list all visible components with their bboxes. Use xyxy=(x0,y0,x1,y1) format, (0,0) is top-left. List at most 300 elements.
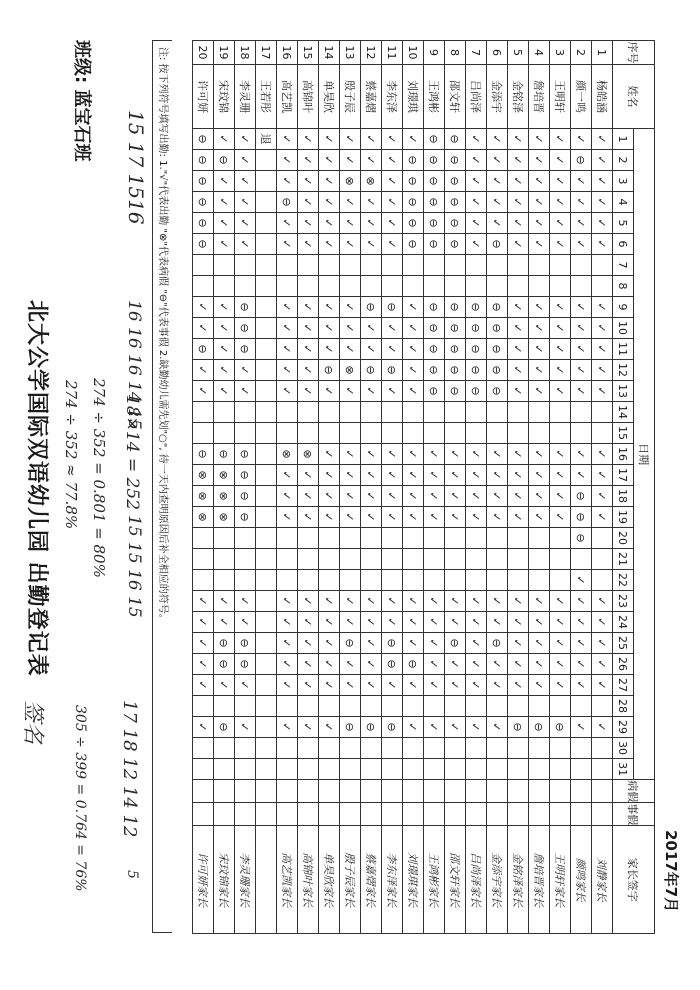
sick-leave-count xyxy=(466,780,487,803)
attendance-mark: ✓ xyxy=(508,675,529,696)
attendance-mark: ✓ xyxy=(361,654,382,675)
attendance-mark: ✓ xyxy=(466,591,487,612)
attendance-mark: ✓ xyxy=(487,192,508,213)
attendance-mark xyxy=(235,549,256,570)
attendance-mark xyxy=(508,276,529,297)
table-row xyxy=(382,41,403,934)
attendance-mark xyxy=(256,675,277,696)
attendance-mark xyxy=(340,570,361,591)
student-name: 王鸿彬 xyxy=(424,65,445,129)
parent-signature: 单昊欣家长 xyxy=(319,826,340,934)
table-row xyxy=(550,41,571,934)
date-header: 日期 xyxy=(634,129,655,780)
student-name: 金铭泽 xyxy=(508,65,529,129)
attendance-mark: ⊖ xyxy=(382,297,403,318)
attendance-mark: ✓ xyxy=(340,444,361,465)
attendance-mark: ✓ xyxy=(319,192,340,213)
attendance-mark: ✓ xyxy=(277,717,298,738)
parent-signature: 王鸿彬家长 xyxy=(424,826,445,934)
attendance-mark: ✓ xyxy=(403,633,424,654)
attendance-mark xyxy=(298,423,319,444)
attendance-mark: ✓ xyxy=(550,675,571,696)
attendance-mark: ✓ xyxy=(277,465,298,486)
attendance-mark: ⊖ xyxy=(193,339,214,360)
attendance-mark xyxy=(256,528,277,549)
attendance-mark: ⊖ xyxy=(445,150,466,171)
day-header: 27 xyxy=(613,675,634,696)
attendance-mark: ✓ xyxy=(235,381,256,402)
attendance-mark: ✓ xyxy=(361,507,382,528)
table-row xyxy=(361,41,382,934)
handwritten-tally-e: 17 18 12 14 12 xyxy=(119,700,140,838)
attendance-mark: ✓ xyxy=(445,675,466,696)
student-name: 李东泽 xyxy=(382,65,403,129)
table-row xyxy=(529,41,550,934)
attendance-mark: ✓ xyxy=(277,654,298,675)
attendance-mark: ✓ xyxy=(214,339,235,360)
attendance-mark xyxy=(550,255,571,276)
attendance-mark xyxy=(256,465,277,486)
attendance-mark xyxy=(214,255,235,276)
attendance-mark xyxy=(508,423,529,444)
sick-leave-count xyxy=(487,780,508,803)
attendance-mark: ✓ xyxy=(193,318,214,339)
attendance-mark: ✓ xyxy=(571,129,592,150)
attendance-mark: ⊖ xyxy=(361,717,382,738)
day-header: 1 xyxy=(613,129,634,150)
attendance-mark: ✓ xyxy=(340,507,361,528)
attendance-mark xyxy=(508,570,529,591)
attendance-mark: ✓ xyxy=(382,318,403,339)
attendance-mark: ✓ xyxy=(340,213,361,234)
parent-signature: 许可妍家长 xyxy=(193,826,214,934)
attendance-mark xyxy=(256,360,277,381)
attendance-mark xyxy=(571,423,592,444)
attendance-mark xyxy=(382,570,403,591)
attendance-mark xyxy=(277,738,298,759)
attendance-mark: ✓ xyxy=(550,486,571,507)
attendance-mark: ✓ xyxy=(529,360,550,381)
student-index: 3 xyxy=(550,41,571,65)
table-row xyxy=(298,41,319,934)
attendance-mark: ✓ xyxy=(592,213,613,234)
day-header: 7 xyxy=(613,255,634,276)
attendance-mark: ✓ xyxy=(340,612,361,633)
table-row xyxy=(445,41,466,934)
attendance-mark: ✓ xyxy=(193,381,214,402)
attendance-mark xyxy=(424,696,445,717)
student-index: 11 xyxy=(382,41,403,65)
attendance-mark xyxy=(340,549,361,570)
attendance-mark: ⊗ xyxy=(193,486,214,507)
attendance-mark xyxy=(277,759,298,780)
attendance-mark: ✓ xyxy=(550,297,571,318)
attendance-mark xyxy=(193,696,214,717)
attendance-mark: ✓ xyxy=(571,675,592,696)
attendance-mark xyxy=(529,276,550,297)
attendance-mark: ✓ xyxy=(487,444,508,465)
attendance-mark: ✓ xyxy=(487,675,508,696)
attendance-mark: ⊖ xyxy=(445,213,466,234)
attendance-mark: ⊖ xyxy=(424,150,445,171)
attendance-mark: ✓ xyxy=(529,675,550,696)
attendance-mark: ✓ xyxy=(403,717,424,738)
personal-leave-count xyxy=(445,803,466,826)
attendance-mark: ✓ xyxy=(571,192,592,213)
attendance-mark xyxy=(487,549,508,570)
attendance-mark xyxy=(466,759,487,780)
attendance-mark: ✓ xyxy=(592,633,613,654)
attendance-mark xyxy=(193,570,214,591)
attendance-mark: ✓ xyxy=(361,213,382,234)
name-header: 姓名 xyxy=(613,65,655,129)
attendance-mark: ⊖ xyxy=(403,654,424,675)
attendance-mark xyxy=(508,738,529,759)
sick-leave-count xyxy=(298,780,319,803)
attendance-mark: ✓ xyxy=(277,150,298,171)
day-header: 6 xyxy=(613,234,634,255)
attendance-mark: ✓ xyxy=(466,150,487,171)
attendance-mark xyxy=(550,402,571,423)
sick-leave-count xyxy=(214,780,235,803)
attendance-mark xyxy=(445,528,466,549)
attendance-mark: ✓ xyxy=(592,297,613,318)
attendance-mark: ⊖ xyxy=(466,339,487,360)
attendance-mark xyxy=(319,570,340,591)
attendance-mark xyxy=(403,696,424,717)
parent-signature: 吕尚泽家长 xyxy=(466,826,487,934)
attendance-mark xyxy=(361,570,382,591)
attendance-mark xyxy=(550,570,571,591)
attendance-mark: ⊖ xyxy=(193,234,214,255)
attendance-mark: ✓ xyxy=(571,465,592,486)
attendance-mark: ✓ xyxy=(445,444,466,465)
attendance-mark: ✓ xyxy=(193,675,214,696)
attendance-mark: ⊖ xyxy=(445,192,466,213)
attendance-mark: ✓ xyxy=(466,675,487,696)
attendance-mark: ✓ xyxy=(340,234,361,255)
attendance-mark xyxy=(277,528,298,549)
attendance-mark xyxy=(592,738,613,759)
attendance-mark xyxy=(550,696,571,717)
table-row xyxy=(340,41,361,934)
attendance-mark: ✓ xyxy=(277,507,298,528)
attendance-mark: ⊖ xyxy=(193,192,214,213)
attendance-mark xyxy=(382,549,403,570)
attendance-mark xyxy=(382,255,403,276)
attendance-mark xyxy=(529,696,550,717)
attendance-mark xyxy=(298,549,319,570)
attendance-mark: ✓ xyxy=(592,318,613,339)
attendance-mark: ✓ xyxy=(277,486,298,507)
personal-leave-count xyxy=(193,803,214,826)
attendance-mark: ✓ xyxy=(340,381,361,402)
attendance-mark xyxy=(214,759,235,780)
attendance-mark: ✓ xyxy=(466,717,487,738)
attendance-mark xyxy=(529,528,550,549)
attendance-mark: ✓ xyxy=(403,360,424,381)
day-header: 16 xyxy=(613,444,634,465)
attendance-mark xyxy=(424,549,445,570)
attendance-mark: ✓ xyxy=(298,507,319,528)
attendance-mark xyxy=(466,549,487,570)
attendance-mark: ⊗ xyxy=(298,444,319,465)
attendance-mark: ✓ xyxy=(592,654,613,675)
attendance-mark: ✓ xyxy=(403,486,424,507)
attendance-mark: ✓ xyxy=(298,633,319,654)
attendance-mark: ✓ xyxy=(277,318,298,339)
attendance-mark xyxy=(256,213,277,234)
attendance-mark: ⊖ xyxy=(487,381,508,402)
attendance-mark: ⊖ xyxy=(403,150,424,171)
attendance-mark: ✓ xyxy=(550,339,571,360)
day-header: 5 xyxy=(613,213,634,234)
attendance-mark: ✓ xyxy=(298,318,319,339)
attendance-mark: ⊖ xyxy=(193,150,214,171)
sick-leave-count xyxy=(193,780,214,803)
attendance-mark xyxy=(298,759,319,780)
attendance-mark: ✓ xyxy=(529,465,550,486)
attendance-mark: ⊖ xyxy=(445,633,466,654)
attendance-mark xyxy=(256,696,277,717)
attendance-mark: ✓ xyxy=(508,381,529,402)
attendance-mark xyxy=(487,570,508,591)
attendance-mark: ✓ xyxy=(487,150,508,171)
attendance-mark: ✓ xyxy=(340,591,361,612)
table-row xyxy=(403,41,424,934)
attendance-mark: ✓ xyxy=(340,339,361,360)
personal-leave-count xyxy=(319,803,340,826)
attendance-mark xyxy=(256,150,277,171)
attendance-mark: ✓ xyxy=(445,507,466,528)
attendance-mark xyxy=(508,528,529,549)
attendance-mark: ✓ xyxy=(361,339,382,360)
attendance-mark: ✓ xyxy=(592,444,613,465)
attendance-mark: ✓ xyxy=(592,591,613,612)
attendance-mark xyxy=(424,570,445,591)
attendance-mark: ✓ xyxy=(382,507,403,528)
attendance-mark xyxy=(403,423,424,444)
attendance-mark: ⊖ xyxy=(445,381,466,402)
attendance-mark xyxy=(592,570,613,591)
attendance-mark xyxy=(256,234,277,255)
attendance-mark: ⊖ xyxy=(235,465,256,486)
attendance-mark: ✓ xyxy=(403,339,424,360)
attendance-mark: ⊖ xyxy=(214,717,235,738)
attendance-mark: ✓ xyxy=(445,486,466,507)
attendance-mark xyxy=(592,402,613,423)
attendance-mark: ✓ xyxy=(529,297,550,318)
attendance-mark: ⊖ xyxy=(361,297,382,318)
attendance-mark xyxy=(466,423,487,444)
attendance-mark: ✓ xyxy=(298,129,319,150)
attendance-mark: ✓ xyxy=(235,234,256,255)
attendance-mark xyxy=(214,549,235,570)
attendance-mark: ✓ xyxy=(466,465,487,486)
attendance-mark: ✓ xyxy=(550,465,571,486)
attendance-mark: ⊖ xyxy=(424,129,445,150)
attendance-mark: ✓ xyxy=(235,612,256,633)
signature-header: 家长签字 xyxy=(613,826,655,934)
attendance-mark: ✓ xyxy=(382,129,403,150)
page-title: 北大公学国际双语幼儿园 出勤登记表 xyxy=(24,300,49,677)
attendance-mark: ⊖ xyxy=(403,192,424,213)
attendance-mark xyxy=(571,255,592,276)
attendance-mark: ✓ xyxy=(508,507,529,528)
attendance-mark xyxy=(340,423,361,444)
attendance-mark xyxy=(424,738,445,759)
attendance-mark: ✓ xyxy=(550,444,571,465)
parent-signature: 王明轩家长 xyxy=(550,826,571,934)
attendance-mark: ⊖ xyxy=(235,633,256,654)
attendance-mark xyxy=(466,528,487,549)
attendance-mark: ✓ xyxy=(340,465,361,486)
attendance-mark xyxy=(319,696,340,717)
attendance-mark xyxy=(361,528,382,549)
day-header: 30 xyxy=(613,738,634,759)
attendance-mark xyxy=(361,402,382,423)
attendance-mark xyxy=(487,276,508,297)
attendance-mark: ⊗ xyxy=(214,507,235,528)
attendance-mark: ⊖ xyxy=(424,297,445,318)
attendance-mark xyxy=(319,738,340,759)
day-header: 29 xyxy=(613,717,634,738)
attendance-mark xyxy=(298,570,319,591)
attendance-mark: ✓ xyxy=(445,717,466,738)
parent-signature: 高锦叶家长 xyxy=(298,826,319,934)
attendance-mark xyxy=(529,549,550,570)
attendance-mark: ⊖ xyxy=(445,171,466,192)
table-row xyxy=(571,41,592,934)
attendance-mark: ✓ xyxy=(487,717,508,738)
attendance-mark: ✓ xyxy=(319,486,340,507)
attendance-mark xyxy=(340,759,361,780)
attendance-mark: ✓ xyxy=(571,591,592,612)
attendance-mark xyxy=(361,423,382,444)
table-row xyxy=(592,41,613,934)
attendance-mark: ✓ xyxy=(466,171,487,192)
attendance-mark: ✓ xyxy=(487,213,508,234)
attendance-mark xyxy=(403,759,424,780)
handwritten-calculation-3: 305 ÷ 399 = 0.764 = 76% xyxy=(72,705,88,892)
attendance-mark: ✓ xyxy=(277,234,298,255)
attendance-mark: ✓ xyxy=(508,486,529,507)
attendance-mark: ✓ xyxy=(508,339,529,360)
attendance-mark: ⊖ xyxy=(340,633,361,654)
attendance-mark: ⊖ xyxy=(487,360,508,381)
attendance-mark xyxy=(445,255,466,276)
attendance-mark: ⊖ xyxy=(424,192,445,213)
attendance-mark: ✓ xyxy=(298,465,319,486)
personal-leave-count xyxy=(256,803,277,826)
attendance-mark: ✓ xyxy=(403,297,424,318)
attendance-mark: ✓ xyxy=(298,360,319,381)
student-name: 詹培晋 xyxy=(529,65,550,129)
attendance-mark: ✓ xyxy=(382,612,403,633)
day-header: 14 xyxy=(613,402,634,423)
sick-leave-count xyxy=(403,780,424,803)
attendance-mark: ✓ xyxy=(424,717,445,738)
attendance-mark: ✓ xyxy=(340,654,361,675)
student-index: 16 xyxy=(277,41,298,65)
attendance-mark xyxy=(382,738,403,759)
attendance-mark: ✓ xyxy=(298,192,319,213)
personal-leave-header: 事假 xyxy=(613,803,655,826)
attendance-mark: ✓ xyxy=(403,129,424,150)
attendance-mark: ✓ xyxy=(403,612,424,633)
attendance-mark xyxy=(403,738,424,759)
attendance-mark xyxy=(235,402,256,423)
attendance-mark: ✓ xyxy=(403,381,424,402)
attendance-mark: ⊖ xyxy=(277,192,298,213)
attendance-mark: ✓ xyxy=(403,318,424,339)
table-row xyxy=(508,41,529,934)
attendance-mark: ✓ xyxy=(571,381,592,402)
personal-leave-count xyxy=(403,803,424,826)
attendance-mark xyxy=(298,528,319,549)
attendance-mark: ✓ xyxy=(424,507,445,528)
attendance-mark xyxy=(256,570,277,591)
attendance-mark xyxy=(445,759,466,780)
attendance-mark: ✓ xyxy=(382,150,403,171)
attendance-mark: ⊖ xyxy=(424,234,445,255)
day-header: 3 xyxy=(613,171,634,192)
attendance-mark: ✓ xyxy=(340,129,361,150)
attendance-mark xyxy=(571,759,592,780)
parent-signature: 金铭泽家长 xyxy=(508,826,529,934)
attendance-mark: ⊖ xyxy=(445,297,466,318)
parent-signature: 颜鸣家长 xyxy=(571,826,592,934)
parent-signature: 金添宇家长 xyxy=(487,826,508,934)
attendance-mark: ✓ xyxy=(298,381,319,402)
attendance-mark xyxy=(592,528,613,549)
attendance-mark xyxy=(382,528,403,549)
attendance-mark: ✓ xyxy=(382,675,403,696)
day-header: 2 xyxy=(613,150,634,171)
attendance-mark: ✓ xyxy=(571,318,592,339)
attendance-mark xyxy=(235,528,256,549)
attendance-mark: ⊖ xyxy=(193,129,214,150)
attendance-mark xyxy=(319,549,340,570)
attendance-mark: ✓ xyxy=(487,507,508,528)
sick-leave-count xyxy=(319,780,340,803)
attendance-mark: ✓ xyxy=(571,213,592,234)
attendance-mark xyxy=(487,255,508,276)
attendance-mark: ✓ xyxy=(382,486,403,507)
attendance-mark xyxy=(592,423,613,444)
attendance-mark xyxy=(235,276,256,297)
attendance-mark xyxy=(256,549,277,570)
attendance-mark xyxy=(529,759,550,780)
attendance-mark xyxy=(193,255,214,276)
attendance-mark xyxy=(424,528,445,549)
attendance-mark: ✓ xyxy=(319,129,340,150)
personal-leave-count xyxy=(592,803,613,826)
attendance-mark: ✓ xyxy=(466,633,487,654)
attendance-mark: ✓ xyxy=(403,507,424,528)
attendance-mark: ✓ xyxy=(424,591,445,612)
attendance-mark: ⊖ xyxy=(214,654,235,675)
attendance-mark: ✓ xyxy=(277,381,298,402)
handwritten-tally-b: 16 16 16 14 15 xyxy=(124,300,144,430)
attendance-mark xyxy=(466,276,487,297)
attendance-mark: ⊖ xyxy=(214,444,235,465)
attendance-mark: ✓ xyxy=(382,339,403,360)
attendance-mark xyxy=(235,423,256,444)
attendance-mark: ⊖ xyxy=(424,339,445,360)
attendance-mark: ⊖ xyxy=(382,654,403,675)
attendance-mark xyxy=(256,276,277,297)
